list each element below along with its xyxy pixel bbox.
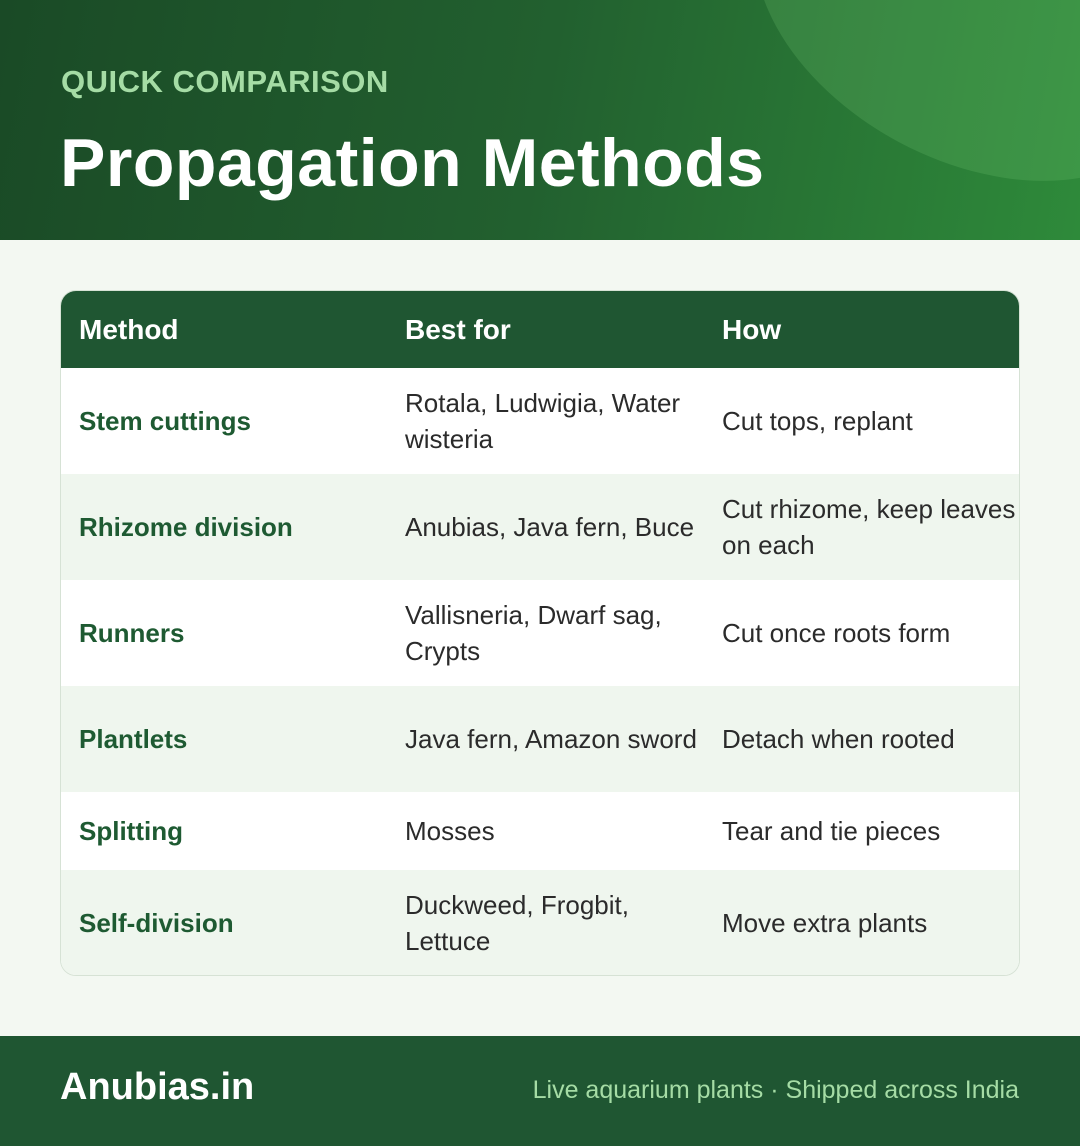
table-row — [61, 474, 1019, 580]
method-cell: Runners — [79, 618, 185, 648]
best-for-cell: Mosses — [405, 816, 495, 846]
table-row — [61, 792, 1019, 870]
table-row — [61, 580, 1019, 686]
table-row — [61, 686, 1019, 792]
comparison-table-card — [60, 290, 1020, 976]
table-row — [61, 368, 1019, 474]
comparison-table — [61, 291, 1019, 976]
method-cell: Stem cuttings — [79, 406, 251, 436]
best-for-cell: Duckweed, Frogbit, Lettuce — [405, 890, 629, 956]
how-cell: Tear and tie pieces — [722, 816, 941, 846]
best-for-cell: Vallisneria, Dwarf sag, Crypts — [405, 600, 662, 666]
kicker-label: QUICK COMPARISON — [61, 64, 389, 99]
table-row — [61, 870, 1019, 976]
decorative-blob — [697, 0, 1080, 240]
how-cell: Cut rhizome, keep leaves on each — [722, 494, 1016, 560]
best-for-cell: Java fern, Amazon sword — [405, 724, 697, 754]
method-cell: Plantlets — [79, 724, 188, 754]
how-cell: Cut tops, replant — [722, 406, 913, 436]
how-cell: Move extra plants — [722, 908, 928, 938]
footer-tagline: Live aquarium plants · Shipped across India — [532, 1076, 1019, 1104]
method-cell: Self-division — [79, 908, 234, 938]
brand-name: Anubias.in — [60, 1066, 255, 1108]
table-header-row — [61, 291, 1019, 368]
column-header-how: How — [722, 313, 782, 345]
how-cell: Detach when rooted — [722, 724, 955, 754]
column-header-best-for: Best for — [405, 313, 511, 345]
column-header-method: Method — [79, 313, 179, 345]
how-cell: Cut once roots form — [722, 618, 951, 648]
header-banner — [0, 0, 1080, 240]
best-for-cell: Rotala, Ludwigia, Water wisteria — [405, 388, 681, 454]
best-for-cell: Anubias, Java fern, Buce — [405, 512, 695, 542]
footer-bar — [0, 1036, 1080, 1146]
method-cell: Rhizome division — [79, 512, 293, 542]
page-title: Propagation Methods — [60, 125, 765, 201]
method-cell: Splitting — [79, 816, 183, 846]
